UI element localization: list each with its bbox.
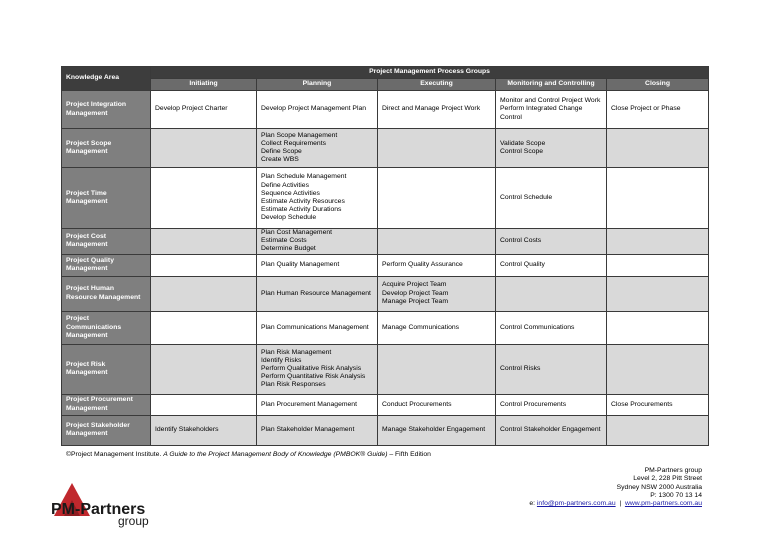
process-cell [607,311,709,344]
process-item: Estimate Activity Durations [261,206,342,214]
knowledge-area-header: Knowledge Area [62,67,151,91]
process-cell [496,229,607,255]
process-item: Plan Stakeholder Management [261,426,355,433]
process-item: Acquire Project Team [382,281,447,289]
process-cell [496,415,607,445]
process-item: Control Procurements [500,400,567,408]
process-cell [257,394,378,415]
process-cell [257,229,378,255]
process-item: Conduct Procurements [382,400,452,408]
process-cell [378,254,496,276]
process-cell [607,276,709,311]
logo-wordmark: PM-Partners [51,501,146,518]
process-cell [496,168,607,229]
process-cell [607,129,709,168]
process-cell [151,254,257,276]
process-item: Create WBS [261,156,299,164]
process-cell [378,311,496,344]
process-cell [496,254,607,276]
knowledge-area-cell: Project Quality Management [62,254,151,276]
process-cell [496,91,607,129]
process-item: Identify Risks [261,356,302,364]
process-item: Control Schedule [500,193,553,201]
process-cell [151,311,257,344]
process-cell [151,129,257,168]
process-groups-header: Project Management Process Groups [151,67,709,79]
process-cell [257,168,378,229]
phase-header-executing: Executing [378,79,496,91]
process-item: Monitor and Control Project Work [500,97,601,105]
logo-graphic [50,480,160,530]
table-row [62,254,709,276]
footnote-prefix: ©Project Management Institute. [66,451,164,458]
logo-group-text: group [118,514,149,528]
process-cell [378,229,496,255]
table-row [62,168,709,229]
process-cell [378,394,496,415]
process-item: Manage Stakeholder Engagement [382,426,486,433]
knowledge-area-cell: Project Integration Management [62,91,151,129]
process-cell [257,129,378,168]
process-item: Validate Scope [500,139,546,147]
process-item: Perform Integrated Change Control [500,105,583,121]
process-item: Perform Quantitative Risk Analysis [261,373,366,381]
knowledge-area-cell: Project Human Resource Management [62,276,151,311]
process-cell [607,91,709,129]
process-cell [151,168,257,229]
process-cell [257,415,378,445]
process-cell [151,91,257,129]
knowledge-area-cell: Project Cost Management [62,229,151,255]
phase-header-monitoring-and-controlling: Monitoring and Controlling [496,79,607,91]
phase-header-initiating: Initiating [151,79,257,91]
process-cell [151,229,257,255]
process-item: Identify Stakeholders [155,426,219,433]
process-cell [257,276,378,311]
pm-partners-logo [50,480,160,530]
process-cell [496,394,607,415]
company-phone: P: 1300 70 13 14 [650,491,702,499]
phase-header-closing: Closing [607,79,709,91]
knowledge-area-cell: Project Scope Management [62,129,151,168]
process-item: Plan Procurement Management [261,400,357,408]
process-item: Perform Quality Assurance [382,261,463,268]
process-item: Plan Risk Management [261,348,332,356]
process-cell [151,276,257,311]
process-cell [378,276,496,311]
process-item: Control Stakeholder Engagement [500,426,601,433]
table-row [62,91,709,129]
process-cell [378,344,496,394]
email-link[interactable]: info@pm-partners.com.au [536,500,616,508]
process-item: Control Quality [500,261,545,268]
knowledge-area-cell: Project Communications Management [62,311,151,344]
copyright-footnote [66,451,431,458]
process-item: Perform Qualitative Risk Analysis [261,365,362,372]
process-item: Control Communications [500,323,575,331]
knowledge-area-cell: Project Stakeholder Management [62,415,151,445]
process-item: Direct and Manage Project Work [382,105,481,113]
process-groups-table [61,66,709,446]
process-item: Plan Quality Management [261,261,340,268]
process-item: Plan Schedule Management [261,173,347,181]
process-item: Plan Cost Management [261,229,333,236]
company-info [529,467,702,508]
knowledge-area-cell: Project Risk Management [62,344,151,394]
email-prefix: e: [529,500,537,508]
process-cell [257,344,378,394]
process-item: Define Scope [261,148,302,155]
phase-header-planning: Planning [257,79,378,91]
footnote-title: A Guide to the Project Management Body of Knowledge (PMBOK® Guide) [163,451,388,458]
website-link[interactable]: www.pm-partners.com.au [624,500,702,508]
process-cell [257,91,378,129]
process-item: Collect Requirements [261,139,326,147]
table-row [62,229,709,255]
process-cell [378,415,496,445]
process-item: Control Costs [500,237,542,245]
process-item: Develop Project Team [382,289,449,297]
process-cell [257,254,378,276]
process-item: Sequence Activities [261,189,320,197]
process-cell [496,311,607,344]
table-row [62,276,709,311]
table-row [62,344,709,394]
process-cell [378,91,496,129]
process-cell [151,415,257,445]
process-item: Manage Project Team [382,297,448,305]
process-item: Plan Human Resource Management [261,289,371,297]
process-cell [607,254,709,276]
knowledge-area-cell: Project Procurement Management [62,394,151,415]
knowledge-area-cell: Project Time Management [62,168,151,229]
process-cell [607,344,709,394]
contact-separator: | [619,500,622,508]
process-cell [607,168,709,229]
company-address-line1: Level 2, 228 Pitt Street [633,475,702,483]
process-cell [607,415,709,445]
process-item: Determine Budget [261,245,316,253]
process-item: Close Project or Phase [611,105,681,113]
process-item: Control Scope [500,148,544,155]
process-item: Plan Communications Management [261,323,369,331]
process-cell [257,311,378,344]
process-item: Estimate Costs [261,237,307,245]
process-cell [378,129,496,168]
process-item: Define Activities [261,181,309,189]
process-item: Develop Project Charter [155,105,228,113]
process-item: Estimate Activity Resources [261,198,345,205]
process-item: Control Risks [500,365,541,372]
table-row [62,415,709,445]
process-cell [496,276,607,311]
table-row [62,129,709,168]
process-item: Develop Project Management Plan [261,105,367,113]
process-item: Close Procurements [611,400,673,408]
process-cell [151,394,257,415]
process-cell [607,229,709,255]
process-item: Manage Communications [382,323,460,331]
table-row [62,394,709,415]
process-cell [378,168,496,229]
process-item: Develop Schedule [261,214,317,222]
table-row [62,311,709,344]
company-name: PM-Partners group [644,467,702,474]
process-cell [496,129,607,168]
process-item: Plan Risk Responses [261,381,326,389]
process-cell [151,344,257,394]
company-contact [529,500,702,508]
footnote-suffix: – Fifth Edition [387,451,431,458]
process-item: Plan Scope Management [261,131,338,139]
company-address-line2: Sydney NSW 2000 Australia [616,483,702,491]
process-cell [496,344,607,394]
process-cell [607,394,709,415]
